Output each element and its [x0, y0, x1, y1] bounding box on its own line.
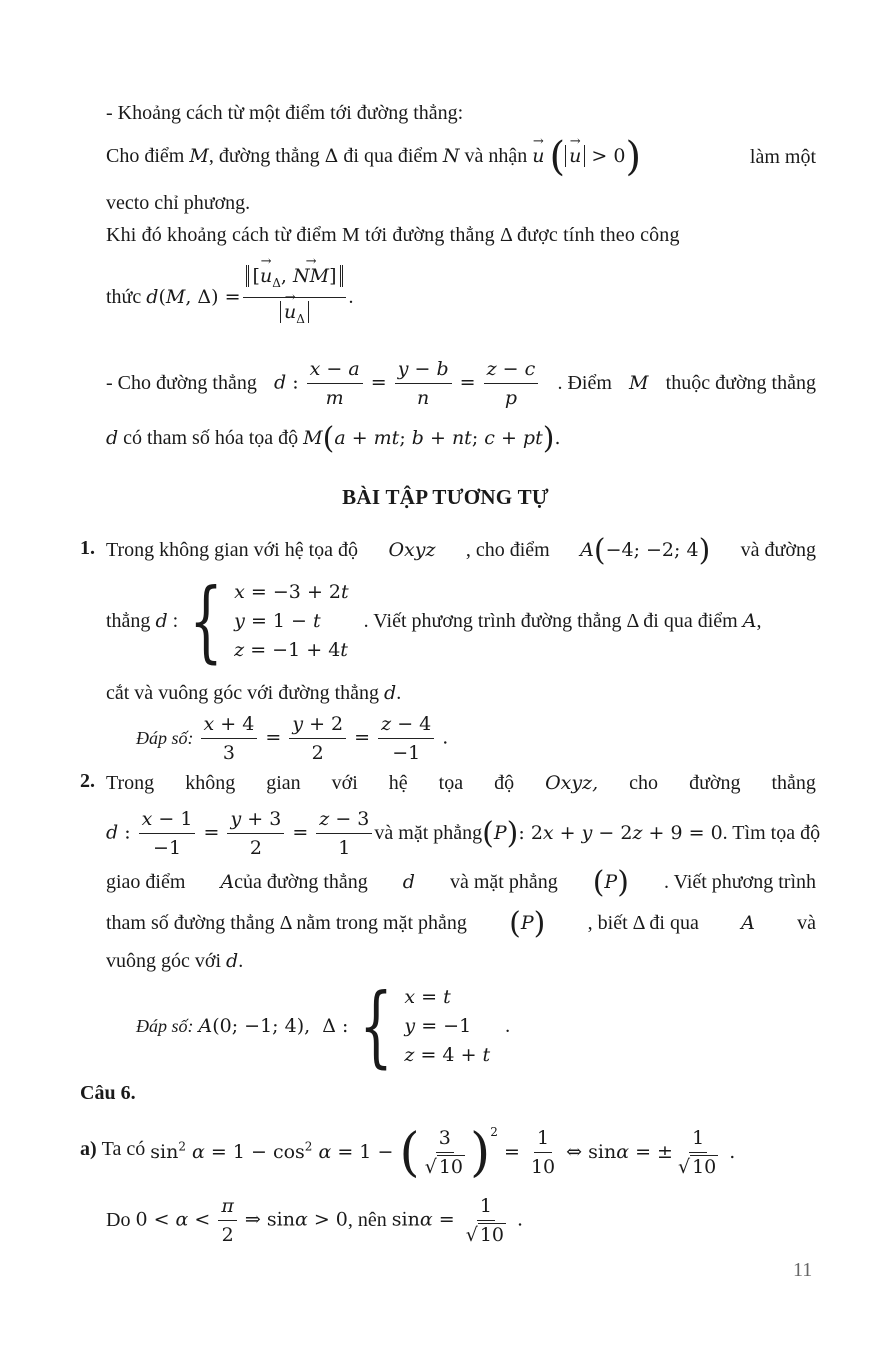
- text-line-problem2-intersect: giao điểm Acủa đường thẳng d và mặt phẳng (P) . Viết phương trình: [106, 865, 816, 900]
- part-a: a) Ta có $\sin^2 \alpha = 1 - \cos^2 \alpha = 1$ − ( $\frac{3}{√ 10}$ )$^2$ = $\frac{1}{10}$ ⇔ sinα = ± $\frac{1}{√ 10}$ .: [80, 1122, 736, 1183]
- formula-fraction: [→ $u_\Delta$, → NM] → $u_\Delta$: [243, 264, 347, 331]
- answer-1: Đáp số: $\frac{x + 4}{3}$ = $\frac{y + 2}{2}$ = $\frac{z - 4}{-1}$ .: [136, 712, 449, 764]
- text-line-problem1: Trong không gian với hệ tọa độ Oxyz , cho điểm A(−4; −2; 4) và đường: [106, 533, 816, 568]
- part-a-conclusion: Do 0 < α < $\frac{\pi}{2}$ ⇒ sinα > 0 , nên sinα = $\frac{1}{√ 10}$ .: [106, 1194, 524, 1246]
- text-line-distance-heading: [106, 100, 816, 126]
- section-title: BÀI TẬP TƯƠNG TỰ: [342, 485, 549, 509]
- text-line-problem1-end: cắt và vuông góc với đường thẳng d.: [106, 682, 402, 704]
- problem-number: 1.: [80, 537, 95, 559]
- formula-lhs: d(M, Δ) =: [146, 286, 241, 308]
- text: làm một: [749, 145, 816, 168]
- text-line-problem2: Trong không gian với hệ tọa độ Oxyz, cho đường thẳng: [106, 772, 816, 794]
- parametric-system: { x = −3 + 2t y = 1 − t z = −1 + 4t: [189, 569, 349, 672]
- text-line-formula-intro: Khi đó khoảng cách từ điểm M tới đường thẳng Δ được tính theo công: [106, 224, 680, 246]
- problem1-system: thẳng d : { x = −3 + 2t y = 1 − t z = −1 + 4t . Viết phương trình đường thẳng Δ đi qua điểm A ,: [106, 569, 762, 672]
- line-equation: d : $\frac{x - a}{m}$ = $\frac{y - b}{n}$ = $\frac{z - c}{p}$: [274, 357, 540, 410]
- question-heading: Câu 6.: [80, 1082, 136, 1104]
- text-line-line-equation: - Cho đường thẳng d : $\frac{x - a}{m}$ = $\frac{y - b}{n}$ = $\frac{z - c}{p}$ . Điểm M thuộc đường thẳng: [106, 357, 816, 409]
- answer-2: Đáp số: A(0; −1; 4), Δ : { x = t y = −1 z = 4 + t .: [136, 974, 511, 1077]
- text-line-parametrization: d có tham số hóa tọa độ M(a + mt; b + nt; c + pt).: [106, 421, 561, 456]
- text-line-problem2-end: vuông góc với d.: [106, 950, 244, 972]
- text-line-point-line: [106, 134, 816, 180]
- distance-formula: thức d(M, Δ) = [→ $u_\Delta$, → NM] → $u_\Delta$ .: [106, 252, 816, 342]
- text: Cho điểm M, đường thẳng Δ đi qua điểm N và nhận → u (→ u > 0): [106, 143, 641, 170]
- text: - Khoảng cách từ một điểm tới đường thẳng:: [106, 102, 464, 124]
- text-line-problem2-param: tham số đường thẳng Δ nằm trong mặt phẳng (P) , biết Δ đi qua A và: [106, 906, 816, 941]
- problem2-equations: d : $\frac{x - 1}{-1}$ = $\frac{y + 3}{2}$ = $\frac{z - 3}{1}$ và mặt phẳng (P): 2x + y − 2z + 9 = 0 . Tìm tọa độ: [106, 807, 821, 859]
- parametric-system: { x = t y = −1 z = 4 + t: [359, 974, 491, 1077]
- text-line-direction-vector: vecto chỉ phương.: [106, 192, 251, 214]
- page-number: 11: [793, 1259, 813, 1281]
- problem-number: 2.: [80, 770, 95, 792]
